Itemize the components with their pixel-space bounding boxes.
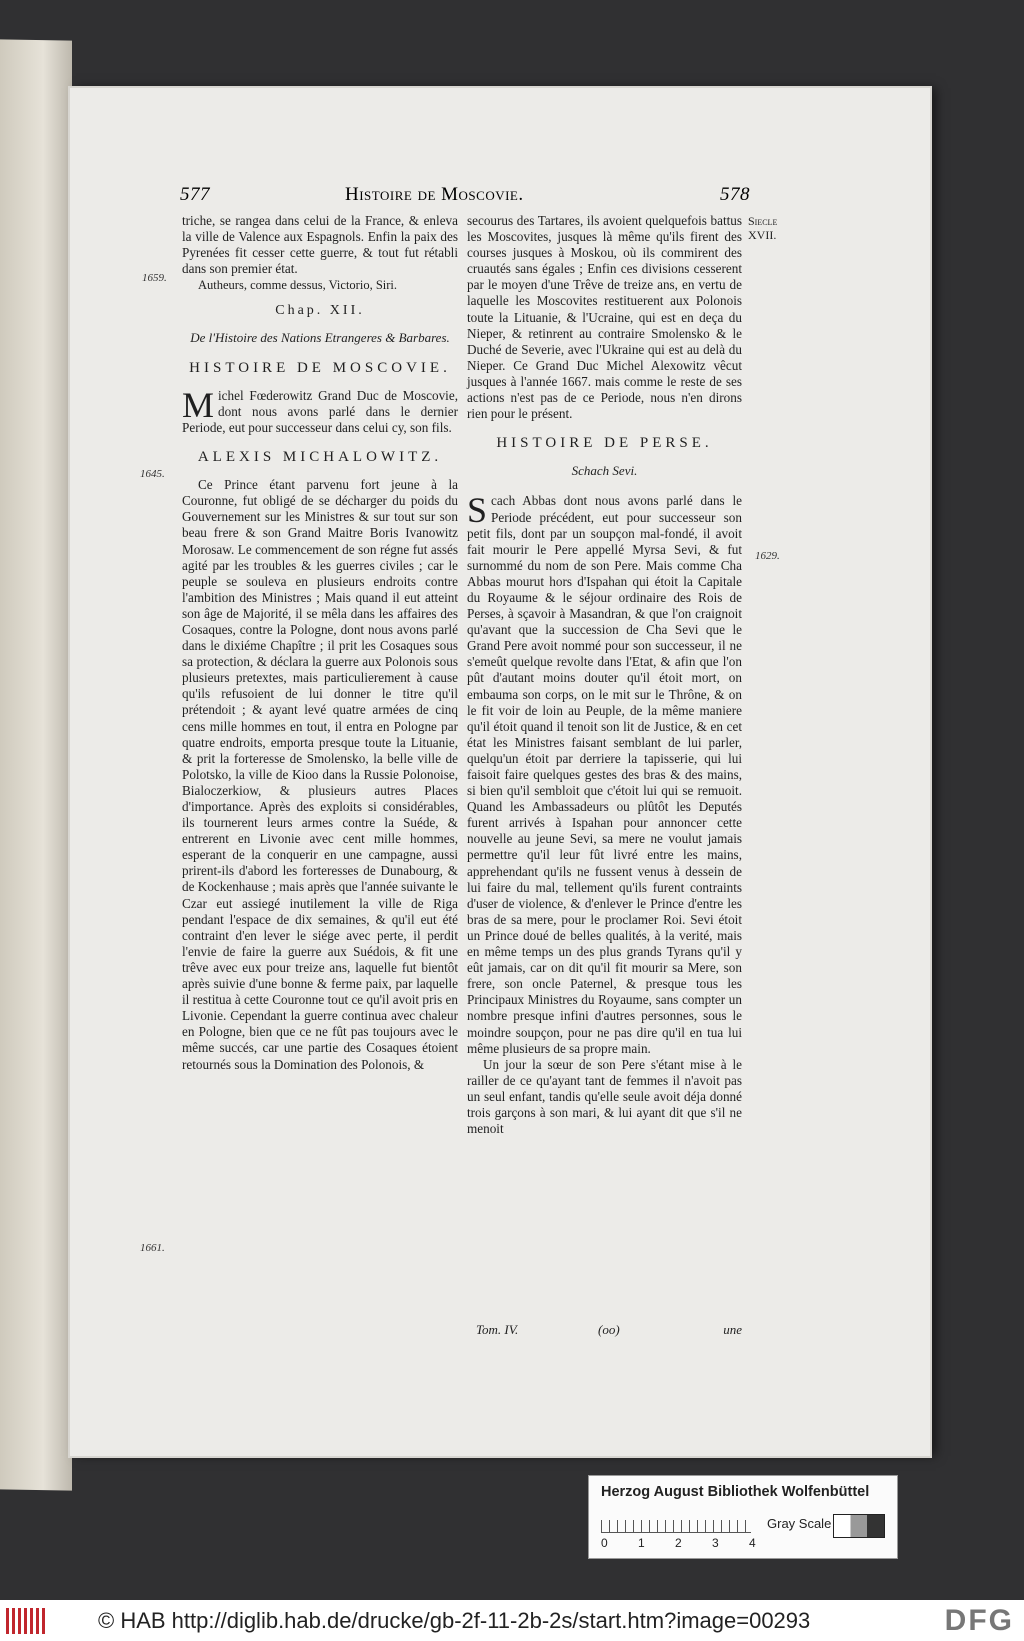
running-title: Histoire de Moscovie.	[345, 184, 524, 205]
color-calibration-card	[588, 1475, 898, 1559]
scale-0: 0	[601, 1536, 608, 1550]
drop-cap: S	[467, 490, 488, 531]
library-name: Herzog August Bibliothek Wolfenbüttel	[601, 1484, 870, 1500]
hab-logo-icon	[6, 1608, 46, 1634]
margin-year-1645: 1645.	[140, 468, 165, 480]
footer-bar	[0, 1600, 1024, 1641]
chapter-subtitle: De l'Histoire des Nations Etrangeres & Barbares.	[190, 329, 450, 345]
paragraph: secourus des Tartares, ils avoient quelquefois battus les Moscovites, jusques là même qu'ils firent des courses jusques à Moskou, où ils commirent des cruautés sans égales ; Enfin ces divisions cesserent par le moyen d'une Trêve de treize ans, en vertu de laquelle les Moscovites restituerent aux Polonois toute la Lituanie, & l'Ucraine, qui est en deça du Nieper, & retinrent au contraire Smolensko & le Duché de Severie, avec l'Ukraine qui est au delà du Nieper. Ce Grand Duc Michel Alexowitz vêcut jusques à l'année 1667. mais comme le reste de ses actions n'est pas de ce Periode, nous n'en dirons rien pour le présent.	[467, 213, 742, 422]
siecle-label: Siecle	[748, 214, 778, 228]
scale-1: 1	[638, 1536, 645, 1550]
page-number-left: 577	[180, 184, 210, 205]
paragraph-scach	[467, 490, 742, 1056]
copyright-url[interactable]: © HAB http://diglib.hab.de/drucke/gb-2f-11-2b-2s/start.htm?image=00293	[98, 1608, 811, 1633]
grayscale-swatch	[833, 1514, 885, 1538]
section-heading-perse: HISTOIRE DE PERSE.	[496, 435, 713, 452]
paragraph-michel	[182, 384, 458, 436]
drop-cap: M	[182, 384, 215, 425]
section-heading-alexis: ALEXIS MICHALOWITZ.	[197, 449, 443, 466]
scale-3: 3	[712, 1536, 719, 1550]
paragraph-sister: Un jour la sœur de son Pere s'étant mise à le railler de ce qu'ayant tant de femmes il n'avoit pas un seul enfant, tandis qu'elle seule avoit déja donné trois garçons à son mari, & lui ayant dit que s'il ne menoit	[467, 1056, 742, 1137]
running-header	[180, 184, 750, 206]
text-column-right	[467, 213, 742, 1137]
grayscale-label: Gray Scale	[767, 1516, 832, 1531]
century-label: XVII.	[748, 228, 777, 242]
facing-page-edge	[0, 39, 72, 1490]
catchword: une	[723, 1322, 742, 1337]
paragraph-alexis: Ce Prince étant parvenu fort jeune à la Couronne, fut obligé de se décharger du poids du Gouvernement sur les Ministres & sur tout sur son beau frere & son Grand Maitre Boris Ivanowitz Morosaw. Le commencement de son régne fut assés agité par les troubles & les guerres civiles ; car le peuple se souleva en plusieurs endroits contre l'ambition des Ministres ; Mais quand il eut atteint son âge de Majorité, il se mêla dans les affaires des Cosaques, contre la Pologne, dont nous avons parlé dans le dixiéme Chapître ; il prit les Cosaques sous sa protection, & déclara la guerre aux Polonois sous plusieurs pretextes, mais particulierement à cause qu'ils refusoient de lui donner le titre qu'il prétendoit ; & ayant levé quatre armées de cinq cens mille hommes en tout, il entra en Pologne par quatre endroits, emporta presque toute la Lituanie, & prit la forteresse de Smolensko, la belle ville de Polotsko, la ville de Kioo dans la Russie Polonoise, Bialoczerkiow, & plusieurs autres Places d'importance. Après des exploits si considérables, ils tournerent leurs armes contre la Suéde, & entrerent en Livonie avec cent mille hommes, esperant de la conquerir en une campagne, aussi prirent-ils d'abord les forteresses de Dunabourg, & de Kockenhause ; mais après que l'année suivante le Czar eut assiegé inutilement la ville de Riga pendant l'espace de dix semaines, & qu'il eut été contraint d'en lever le siége avec perte, il perdit l'envie de faire la guerre aux Suédois, & fit une trêve avec eux pour treize ans, laquelle fut bientôt après suivie d'une bonne & ferme paix, par laquelle il restitua à cette Couronne tout ce qu'il avoit pris en Livonie. Cependant la guerre continua avec chaleur en Pologne, bien que ce ne fût pas toujours avec le même succés, car une partie des Cosaques étoient retournés sous la Domination des Polonois, &	[182, 477, 458, 1072]
margin-year-1629: 1629.	[755, 550, 780, 562]
paragraph: triche, se rangea dans celui de la France, & enleva la ville de Valence aux Espagnols. Enfin la paix des Pyrenées fit cesser cette guerre, & tout fut rétabli dans son premier état.	[182, 213, 458, 277]
scale-4: 4	[749, 1536, 756, 1550]
scale-ruler	[601, 1510, 751, 1533]
paragraph-sources: Autheurs, comme dessus, Victorio, Siri.	[198, 278, 397, 293]
signature-mark: (oo)	[598, 1322, 620, 1337]
chapter-heading: Chap. XII.	[275, 303, 365, 319]
margin-year-1661: 1661.	[140, 1242, 165, 1254]
paragraph-text: ichel Fœderowitz Grand Duc de Moscovie, dont nous avons parlé dans le dernier Periode, eut pour successeur dans celui cy, son fils.	[182, 387, 458, 435]
text-column-left	[182, 213, 458, 1073]
section-heading-moscovie: HISTOIRE DE MOSCOVIE.	[189, 359, 451, 376]
dfg-logo: DFG	[944, 1604, 1014, 1637]
margin-year-1659: 1659.	[142, 272, 167, 284]
section-subtitle: Schach Sevi.	[571, 463, 638, 479]
volume-mark: Tom. IV.	[476, 1322, 519, 1337]
page-number-right: 578	[720, 184, 750, 205]
scale-2: 2	[675, 1536, 682, 1550]
paragraph-text: cach Abbas dont nous avons parlé dans le Periode précédent, eut pour successeur son petit fils, dont par un soupçon mal-fondé, il avoit fait mourir le Pere appellé Myrsa Sevi, & fut surnommé du nom de son Pere. Mais comme Cha Abbas mourut hors d'Ispahan qui étoit la Capitale du Royaume & le séjour ordinaire des Rois de Perses, à sçavoir à Masandran, & que l'on craignoit qu'avant que la succession de Cha Sevi que le Grand Pere avoit nommé pour son successeur, il ne s'emeût quelque revolte dans l'Etat, & afin que l'on pût d'autant moins douter qu'il étoit mort, on embauma son corps, on le mit sur le Thrône, & on le fit voir de loin au Peuple, de la même maniere qu'il étoit quand il tenoit son lit de Justice, & en cet état les Ministres faisant semblant de lui parler, quelqu'un étoit par derriere la tapisserie, qui lui faisoit faire quelques gestes des bras & des mains, si bien qu'il sembloit que c'étoit lui qui se remuoit. Quand les Ambassadeurs ou plûtôt les Deputés furent arrivés à Ispahan pour annoncer cette nouvelle au jeune Sevi, sa mere ne voulut jamais permettre qu'il leur fût livré entre les mains, apprehendant qu'ils ne fussent venus à dessein de lui faire du mal, tellement qu'ils furent contraints d'user de violence, & d'enlever le Prince d'entre les bras de sa mere, pour le proclamer Roi. Sevi étoit un Prince doué de belles qualités, à la verité, mais en même temps un des plus grands Tyrans qu'il y eût jamais, car on dit qu'il fit mourir sa Mere, son frere, son oncle Paternel, & presque tous les Principaux Ministres du Royaume, sans compter un nombre presque infini d'autres personnes, sous le moindre soupçon, pour ne pas dire qu'il en tua lui même plusieurs de sa propre main.	[467, 493, 742, 1056]
siecle-margin-note	[748, 214, 777, 242]
